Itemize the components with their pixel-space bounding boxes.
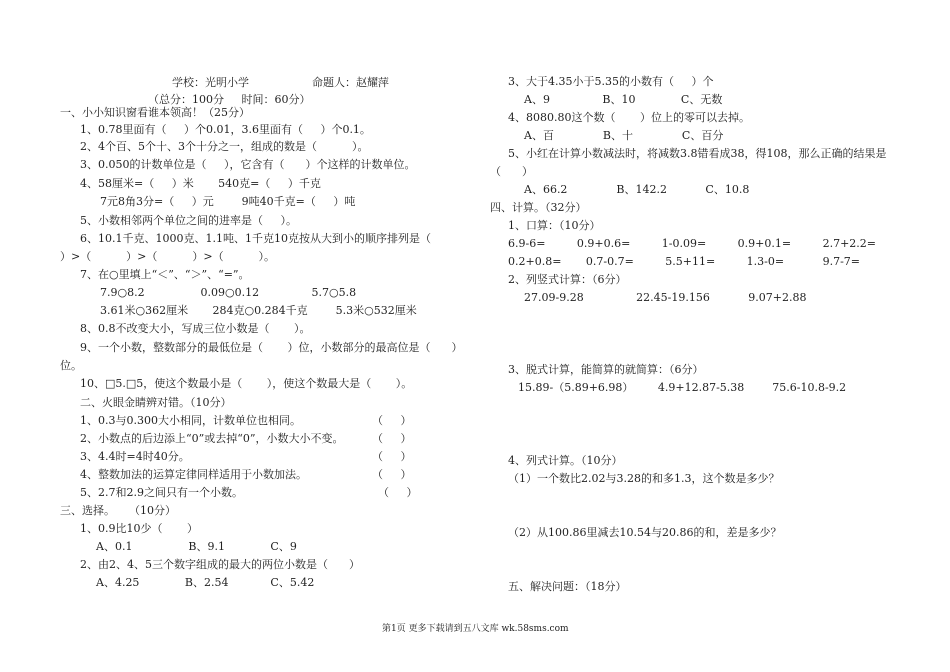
judge-5: 5、2.7和2.9之间只有一个小数。 [80,486,243,499]
choice-1: 1、0.9比10少（ ） [80,522,198,535]
choice-5b: （ ） [490,165,533,178]
vertical-calc-title: 2、列竖式计算：（6分） [508,273,627,286]
choice-2: 2、由2、4、5三个数字组成的最大的两位小数是（ ） [80,558,360,571]
section-3-title: 三、选择。 （10分） [60,504,176,517]
question-1-5: 5、小数相邻两个单位之间的进率是（ ）。 [80,214,297,227]
judge-1: 1、0.3与0.300大小相同，计数单位也相同。 [80,414,301,427]
judge-4: 4、整数加法的运算定律同样适用于小数加法。 [80,468,307,481]
question-1-4a: 4、58厘米=（ ）米 540克=（ ）千克 [80,177,321,190]
choice-3-options: A、9 B、10 C、无数 [524,93,723,106]
question-1-2: 2、4个百、5个十、3个十分之一，组成的数是（ ）。 [80,140,369,153]
choice-4: 4、8080.80这个数（ ）位上的零可以去掉。 [508,111,750,124]
section-5-title: 五、解决问题：（18分） [508,580,627,593]
section-2-title: 二、火眼金睛辨对错。（10分） [80,396,232,409]
choice-5a: 5、小红在计算小数减法时，将减数3.8错看成38，得108，那么正确的结果是 [508,147,887,160]
judge-3-blank: （ ） [372,450,412,463]
judge-2-blank: （ ） [372,432,412,445]
question-1-4b: 7元8角3分=（ ）元 9吨40千克=（ ）吨 [100,195,356,208]
question-1-1: 1、0.78里面有（ ）个0.01，3.6里面有（ ）个0.1。 [80,123,371,136]
question-1-10: 10、□5.□5，使这个数最小是（ ），使这个数最大是（ ）。 [80,377,413,390]
question-1-7: 7、在○里填上“＜”、“＞”、“=”。 [80,268,250,281]
oral-calc-title: 1、口算：（10分） [508,219,601,232]
exam-header: 学校：光明小学 命题人：赵耀萍 [172,76,389,89]
question-1-9b: 位。 [60,359,82,372]
page-footer: 第1页 更多下载请到五八文库 wk.58sms.com [382,624,569,634]
expression-calc-2: （2）从100.86里减去10.54与20.86的和，差是多少？ [508,526,782,539]
expression-calc-title: 4、列式计算。（10分） [508,454,623,467]
question-1-8: 8、0.8不改变大小，写成三位小数是（ ）。 [80,322,311,335]
section-1-title: 一、小小知识窗看谁本领高！（25分） [60,106,250,119]
question-1-6a: 6、10.1千克、1000克、1.1吨、1千克10克按从大到小的顺序排列是（ [80,232,431,245]
choice-1-options: A、0.1 B、9.1 C、9 [96,540,297,553]
judge-5-blank: （ ） [378,486,418,499]
choice-3: 3、大于4.35小于5.35的小数有（ ）个 [508,75,714,88]
score-time: （总分：100分 时间：60分） [148,93,311,106]
oral-calc-row1: 6.9-6= 0.9+0.6= 1-0.09= 0.9+0.1= 2.7+2.2= [508,237,876,250]
question-1-6b: ）>（ ）>（ ）>（ ）。 [60,250,276,263]
judge-2: 2、小数点的后边添上“0”或去掉“0”，小数大小不变。 [80,432,344,445]
choice-2-options: A、4.25 B、2.54 C、5.42 [96,576,315,589]
expression-calc-1: （1）一个数比2.02与3.28的和多1.3，这个数是多少？ [508,472,780,485]
question-1-9a: 9、一个小数，整数部分的最低位是（ ）位，小数部分的最高位是（ ） [80,341,463,354]
question-1-3: 3、0.050的计数单位是（ ），它含有（ ）个这样的计数单位。 [80,158,416,171]
choice-5-options: A、66.2 B、142.2 C、10.8 [524,183,750,196]
judge-3: 3、4.4时=4时40分。 [80,450,190,463]
judge-1-blank: （ ） [372,414,412,427]
oral-calc-row2: 0.2+0.8= 0.7-0.7= 5.5+11= 1.3-0= 9.7-7= [508,255,860,268]
question-1-7-row2: 3.61米○362厘米 284克○0.284千克 5.3米○532厘米 [100,304,417,317]
section-4-title: 四、计算。（32分） [490,201,587,214]
question-1-7-row1: 7.9○8.2 0.09○0.12 5.7○5.8 [100,286,357,299]
choice-4-options: A、百 B、十 C、百分 [524,129,724,142]
judge-4-blank: （ ） [372,468,412,481]
stepwise-calc-title: 3、脱式计算，能简算的就简算：（6分） [508,363,704,376]
vertical-calc-row: 27.09-9.28 22.45-19.156 9.07+2.88 [524,291,807,304]
stepwise-calc-row: 15.89-（5.89+6.98） 4.9+12.87-5.38 75.6-10.8-9.2 [518,381,847,394]
